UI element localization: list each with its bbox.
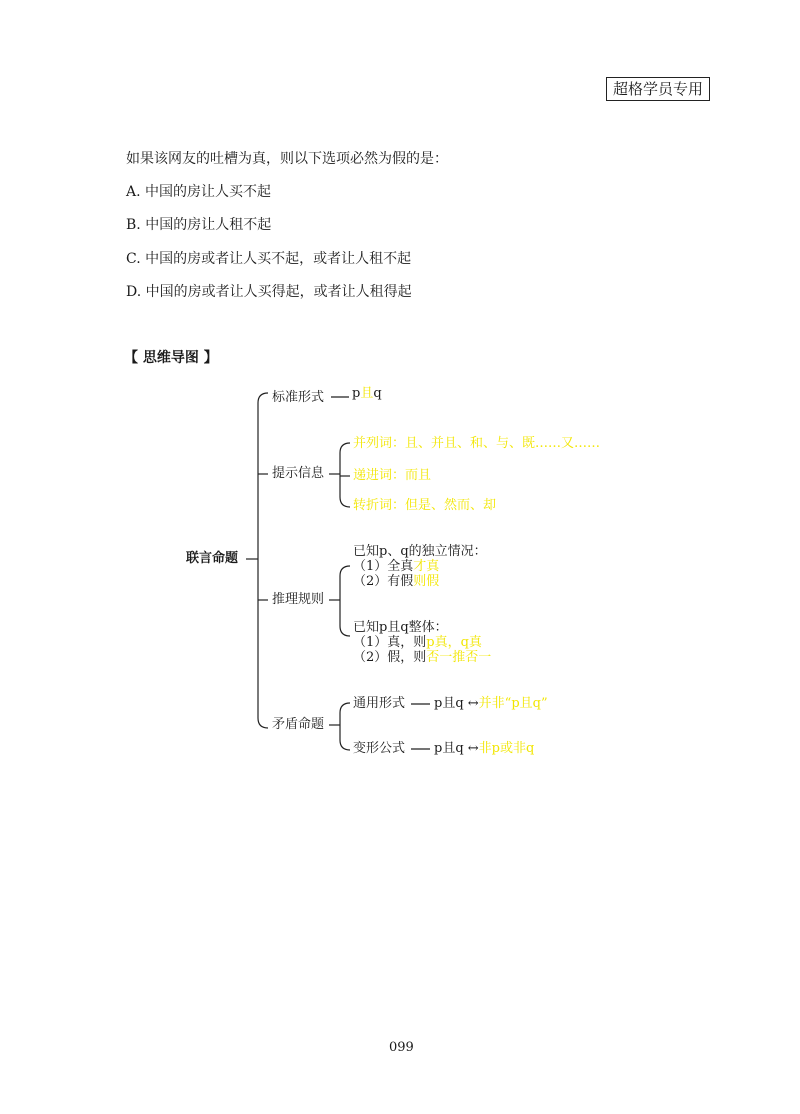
option-b: B. 中国的房让人租不起 [126,217,272,233]
formula-right: 非p或非q [478,741,535,756]
rule-highlight: 才真 [413,559,440,574]
formula-p: p [352,386,361,401]
option-c: C. 中国的房或者让人买不起，或者让人租不起 [126,251,412,267]
rule-text: （1）真，则 [353,635,427,650]
contradiction-general-label: 通用形式 [353,696,406,711]
hint-item: 递进词：而且 [353,468,432,483]
node-standard-form: 标准形式 [272,390,325,405]
formula-left: p且q ↔ [434,696,479,711]
formula-left: p且q ↔ [434,741,479,756]
rules-group1-line2 [353,574,439,590]
rule-highlight: p真，q真 [426,635,482,650]
page-number: 099 [389,1040,414,1055]
rules-group2-line1 [353,635,482,651]
formula-q: q [373,386,382,401]
contradiction-general-formula [434,696,548,712]
node-rules: 推理规则 [272,592,325,607]
node-hints: 提示信息 [272,466,325,481]
contradiction-variant-label: 变形公式 [353,741,406,756]
option-d: D. 中国的房或者让人买得起，或者让人租得起 [126,284,412,300]
rule-text: （2）有假 [353,574,414,589]
hint-item: 并列词：且、并且、和、与、既……又…… [353,436,601,451]
mindmap-root: 联言命题 [186,551,239,566]
rules-group1-title: 已知p、q的独立情况： [353,544,487,559]
rules-group2-line2 [353,650,491,666]
rules-group1-line1 [353,559,439,575]
page-badge: 超格学员专用 [606,77,710,101]
rules-group2-title: 已知p且q整体： [353,620,448,635]
section-title: 【 思维导图 】 [124,350,218,366]
option-a: A. 中国的房让人买不起 [126,184,272,200]
rule-text: （2）假，则 [353,650,427,665]
rule-text: （1）全真 [353,559,414,574]
hint-item: 转折词：但是、然而、却 [353,498,497,513]
rule-highlight: 否一推否一 [426,650,492,665]
question-stem: 如果该网友的吐槽为真，则以下选项必然为假的是： [126,151,448,167]
formula-right: 并非“p且q” [478,696,548,711]
contradiction-variant-formula [434,741,534,757]
rule-highlight: 则假 [413,574,440,589]
node-contradiction: 矛盾命题 [272,717,325,732]
standard-formula [352,386,382,402]
formula-and: 且 [360,386,374,401]
